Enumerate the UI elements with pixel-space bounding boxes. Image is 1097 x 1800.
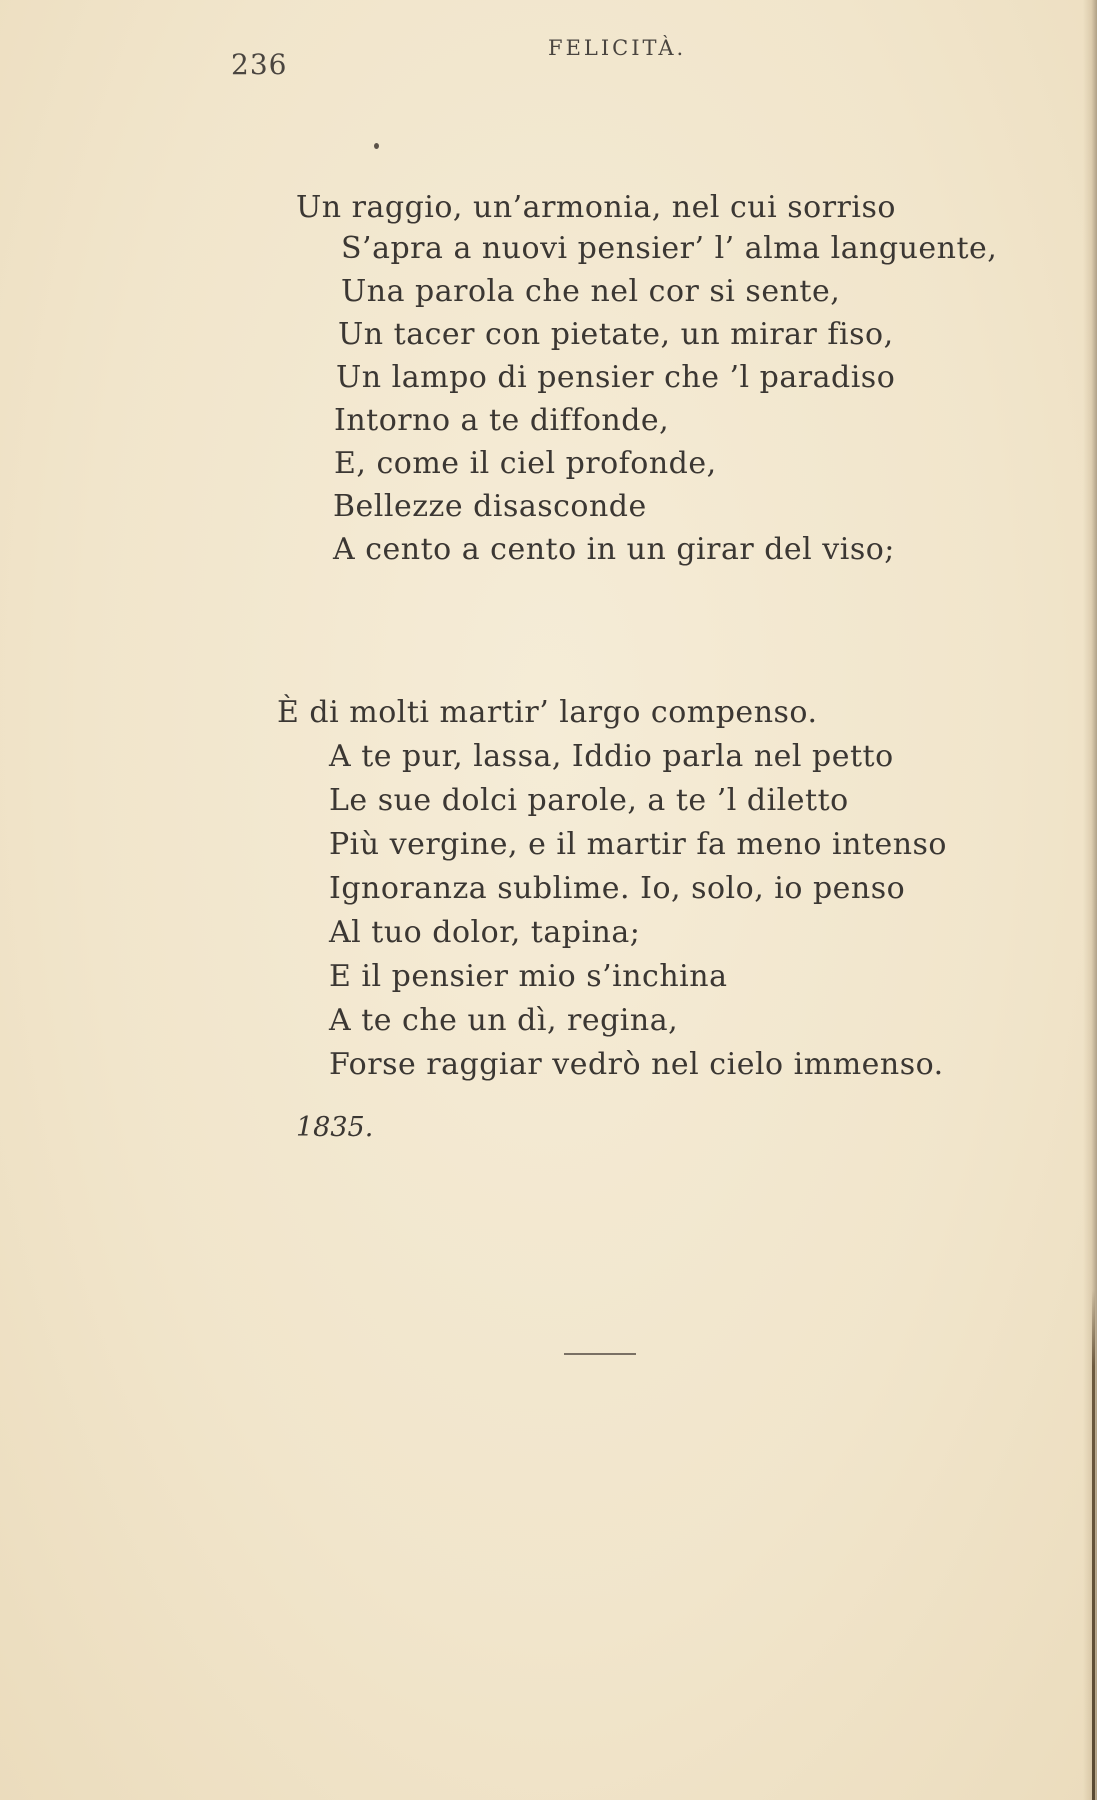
verse-line: Un lampo di pensier che ’l paradiso bbox=[336, 360, 896, 395]
verse-line: Forse raggiar vedrò nel cielo immenso. bbox=[329, 1047, 944, 1082]
verse-line: Ignoranza sublime. Io, solo, io penso bbox=[329, 871, 906, 906]
running-title: FELICITÀ. bbox=[548, 36, 687, 60]
verse-line: A te che un dì, regina, bbox=[329, 1003, 679, 1038]
verse-line: Una parola che nel cor si sente, bbox=[341, 274, 841, 309]
end-rule bbox=[564, 1353, 636, 1355]
verse-line: A cento a cento in un girar del viso; bbox=[333, 532, 895, 567]
verse-line: S’apra a nuovi pensier’ l’ alma languente, bbox=[341, 231, 998, 266]
verse-line: E, come il ciel profonde, bbox=[334, 446, 717, 481]
verse-line: Al tuo dolor, tapina; bbox=[329, 915, 641, 950]
verse-line: Le sue dolci parole, a te ’l diletto bbox=[329, 783, 849, 818]
verse-line: Bellezze disasconde bbox=[333, 489, 647, 524]
verse-line: E il pensier mio s’inchina bbox=[329, 959, 728, 994]
verse-line: Intorno a te diffonde, bbox=[334, 403, 670, 438]
verse-line: È di molti martir’ largo compenso. bbox=[277, 695, 818, 730]
ink-speck bbox=[374, 143, 379, 149]
verse-line: A te pur, lassa, Iddio parla nel petto bbox=[329, 739, 894, 774]
date-line: 1835. bbox=[296, 1112, 374, 1143]
page-number: 236 bbox=[231, 48, 288, 81]
verse-line: Un tacer con pietate, un mirar fiso, bbox=[338, 317, 894, 352]
verse-line: Un raggio, un’armonia, nel cui sorriso bbox=[296, 190, 896, 225]
page-edge-line bbox=[1092, 1290, 1095, 1800]
verse-line: Più vergine, e il martir fa meno intenso bbox=[329, 827, 947, 862]
